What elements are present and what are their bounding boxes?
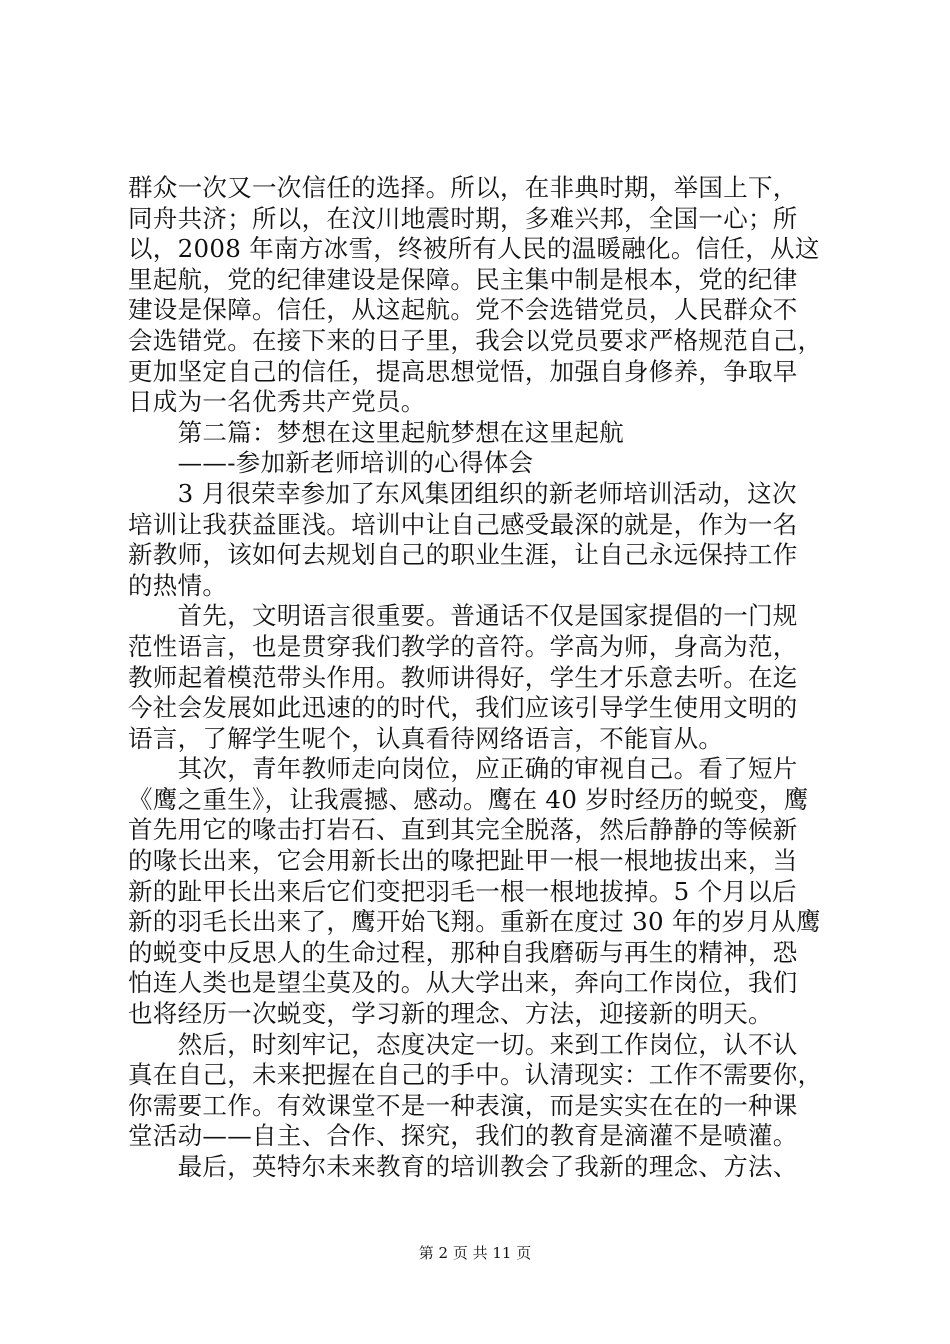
text-line: 里起航，党的纪律建设是保障。民主集中制是根本，党的纪律	[128, 264, 798, 294]
text-line: 的热情。	[128, 570, 228, 600]
text-line: 3 月很荣幸参加了东风集团组织的新老师培训活动，这次	[128, 478, 797, 508]
text-line: 最后，英特尔未来教育的培训教会了我新的理念、方法、	[128, 1152, 798, 1181]
text-line: 范性语言，也是贯穿我们教学的音符。学高为师，身高为范，	[128, 631, 798, 661]
text-line: 群众一次又一次信任的选择。所以，在非典时期，举国上下，	[128, 173, 798, 202]
text-line: 以，2008 年南方冰雪，终被所有人民的温暖融化。信任，从这	[128, 234, 820, 264]
text-line: 培训让我获益匪浅。培训中让自己感受最深的就是，作为一名	[128, 509, 798, 539]
text-line: 今社会发展如此迅速的的时代，我们应该引导学生使用文明的	[128, 693, 798, 723]
text-line: 更加坚定自己的信任，提高思想觉悟，加强自身修养，争取早	[128, 356, 798, 386]
text-line: 建设是保障。信任，从这起航。党不会选错党员，人民群众不	[128, 295, 798, 325]
text-line: 怕连人类也是望尘莫及的。从大学出来，奔向工作岗位，我们	[128, 968, 798, 998]
text-line: 的蜕变中反思人的生命过程，那种自我磨砺与再生的精神，恐	[128, 937, 798, 967]
text-line: 首先用它的喙击打岩石、直到其完全脱落，然后静静的等候新	[128, 815, 798, 845]
text-line: 堂活动——自主、合作、探究，我们的教育是滴灌不是喷灌。	[128, 1121, 798, 1151]
page-footer: 第 2 页 共 11 页	[418, 1244, 532, 1262]
text-line: 《鹰之重生》，让我震撼、感动。鹰在 40 岁时经历的蜕变，鹰	[128, 784, 809, 814]
text-line: 日成为一名优秀共产党员。	[128, 387, 426, 417]
text-line: 新教师，该如何去规划自己的职业生涯，让自己永远保持工作	[128, 540, 798, 570]
text-line: 首先，文明语言很重要。普通话不仅是国家提倡的一门规	[128, 601, 798, 631]
text-line: ——-参加新老师培训的心得体会	[128, 448, 534, 478]
text-line: 也将经历一次蜕变，学习新的理念、方法，迎接新的明天。	[128, 999, 773, 1029]
text-line: 你需要工作。有效课堂不是一种表演，而是实实在在的一种课	[128, 1090, 798, 1120]
document-body	[128, 173, 828, 1183]
text-line: 新的羽毛长出来了，鹰开始飞翔。重新在度过 30 年的岁月从鹰	[128, 907, 821, 937]
text-line: 语言，了解学生呢个，认真看待网络语言，不能盲从。	[128, 723, 724, 753]
text-line: 然后，时刻牢记，态度决定一切。来到工作岗位，认不认	[128, 1029, 798, 1059]
text-line: 真在自己，未来把握在自己的手中。认清现实：工作不需要你，	[128, 1060, 823, 1090]
text-line: 第二篇：梦想在这里起航梦想在这里起航	[128, 417, 624, 447]
text-line: 教师起着模范带头作用。教师讲得好，学生才乐意去听。在迄	[128, 662, 798, 692]
text-line: 新的趾甲长出来后它们变把羽毛一根一根地拔掉。5 个月以后	[128, 876, 797, 906]
text-line: 其次，青年教师走向岗位，应正确的审视自己。看了短片	[128, 754, 798, 784]
text-line: 同舟共济；所以，在汶川地震时期，多难兴邦，全国一心；所	[128, 203, 798, 233]
text-line: 的喙长出来，它会用新长出的喙把趾甲一根一根地拔出来，当	[128, 846, 798, 876]
text-line: 会选错党。在接下来的日子里，我会以党员要求严格规范自己，	[128, 325, 823, 355]
